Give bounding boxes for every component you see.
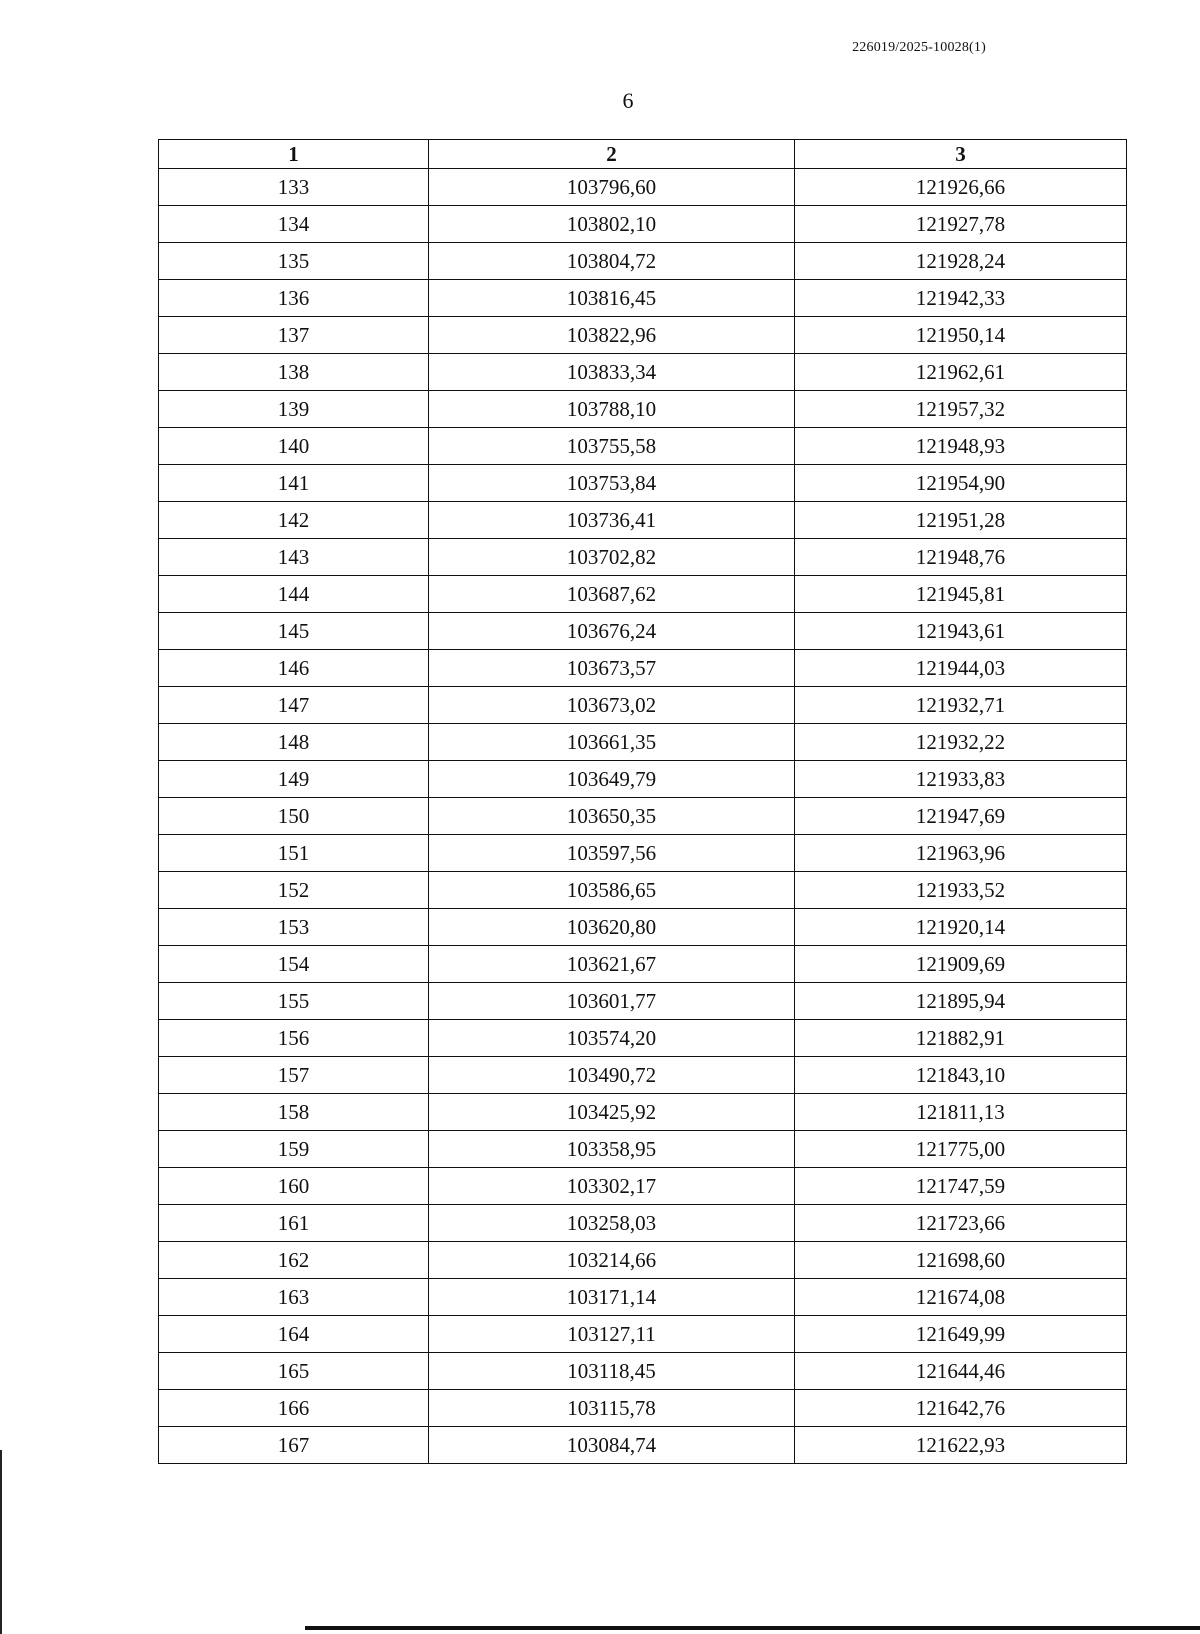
table-row — [159, 1353, 1127, 1390]
point-number-cell: 148 — [159, 724, 429, 761]
table-row — [159, 1242, 1127, 1279]
y-coordinate-cell: 121920,14 — [795, 909, 1127, 946]
table-row — [159, 1020, 1127, 1057]
point-number-cell: 135 — [159, 243, 429, 280]
y-coordinate-cell: 121927,78 — [795, 206, 1127, 243]
x-coordinate-cell: 103649,79 — [429, 761, 795, 798]
x-coordinate-cell: 103753,84 — [429, 465, 795, 502]
y-coordinate-cell: 121943,61 — [795, 613, 1127, 650]
x-coordinate-cell: 103621,67 — [429, 946, 795, 983]
point-number-cell: 147 — [159, 687, 429, 724]
table-row — [159, 1279, 1127, 1316]
point-number-cell: 152 — [159, 872, 429, 909]
y-coordinate-cell: 121932,71 — [795, 687, 1127, 724]
y-coordinate-cell: 121698,60 — [795, 1242, 1127, 1279]
bottom-rule — [305, 1626, 1200, 1630]
point-number-cell: 140 — [159, 428, 429, 465]
page-number: 6 — [622, 88, 634, 113]
table-row — [159, 1094, 1127, 1131]
point-number-cell: 138 — [159, 354, 429, 391]
table-row — [159, 724, 1127, 761]
table-row — [159, 1131, 1127, 1168]
table-row — [159, 835, 1127, 872]
column-header-1: 1 — [159, 140, 429, 169]
table-row — [159, 502, 1127, 539]
y-coordinate-cell: 121957,32 — [795, 391, 1127, 428]
table-row — [159, 798, 1127, 835]
table-row — [159, 1057, 1127, 1094]
table-row — [159, 1390, 1127, 1427]
table-row — [159, 206, 1127, 243]
x-coordinate-cell: 103816,45 — [429, 280, 795, 317]
x-coordinate-cell: 103084,74 — [429, 1427, 795, 1464]
table-body — [159, 169, 1127, 1464]
table-row — [159, 465, 1127, 502]
y-coordinate-cell: 121895,94 — [795, 983, 1127, 1020]
point-number-cell: 167 — [159, 1427, 429, 1464]
point-number-cell: 145 — [159, 613, 429, 650]
x-coordinate-cell: 103822,96 — [429, 317, 795, 354]
table-row — [159, 1168, 1127, 1205]
table-row — [159, 280, 1127, 317]
x-coordinate-cell: 103661,35 — [429, 724, 795, 761]
point-number-cell: 162 — [159, 1242, 429, 1279]
y-coordinate-cell: 121747,59 — [795, 1168, 1127, 1205]
point-number-cell: 161 — [159, 1205, 429, 1242]
y-coordinate-cell: 121642,76 — [795, 1390, 1127, 1427]
x-coordinate-cell: 103214,66 — [429, 1242, 795, 1279]
table-row — [159, 946, 1127, 983]
table-row — [159, 1427, 1127, 1464]
point-number-cell: 142 — [159, 502, 429, 539]
x-coordinate-cell: 103490,72 — [429, 1057, 795, 1094]
column-header-2: 2 — [429, 140, 795, 169]
x-coordinate-cell: 103127,11 — [429, 1316, 795, 1353]
table-header-row — [159, 140, 1127, 169]
point-number-cell: 143 — [159, 539, 429, 576]
y-coordinate-cell: 121622,93 — [795, 1427, 1127, 1464]
scan-margin-line — [0, 1450, 2, 1634]
x-coordinate-cell: 103802,10 — [429, 206, 795, 243]
point-number-cell: 151 — [159, 835, 429, 872]
x-coordinate-cell: 103302,17 — [429, 1168, 795, 1205]
y-coordinate-cell: 121947,69 — [795, 798, 1127, 835]
x-coordinate-cell: 103736,41 — [429, 502, 795, 539]
y-coordinate-cell: 121644,46 — [795, 1353, 1127, 1390]
point-number-cell: 146 — [159, 650, 429, 687]
point-number-cell: 139 — [159, 391, 429, 428]
point-number-cell: 155 — [159, 983, 429, 1020]
coordinates-table — [158, 139, 1127, 1464]
y-coordinate-cell: 121963,96 — [795, 835, 1127, 872]
point-number-cell: 134 — [159, 206, 429, 243]
y-coordinate-cell: 121909,69 — [795, 946, 1127, 983]
table-row — [159, 354, 1127, 391]
table-row — [159, 761, 1127, 798]
y-coordinate-cell: 121950,14 — [795, 317, 1127, 354]
y-coordinate-cell: 121948,93 — [795, 428, 1127, 465]
table-row — [159, 539, 1127, 576]
y-coordinate-cell: 121932,22 — [795, 724, 1127, 761]
column-header-3: 3 — [795, 140, 1127, 169]
point-number-cell: 164 — [159, 1316, 429, 1353]
x-coordinate-cell: 103258,03 — [429, 1205, 795, 1242]
point-number-cell: 156 — [159, 1020, 429, 1057]
point-number-cell: 158 — [159, 1094, 429, 1131]
x-coordinate-cell: 103601,77 — [429, 983, 795, 1020]
y-coordinate-cell: 121944,03 — [795, 650, 1127, 687]
point-number-cell: 163 — [159, 1279, 429, 1316]
y-coordinate-cell: 121811,13 — [795, 1094, 1127, 1131]
point-number-cell: 149 — [159, 761, 429, 798]
x-coordinate-cell: 103673,57 — [429, 650, 795, 687]
point-number-cell: 136 — [159, 280, 429, 317]
point-number-cell: 150 — [159, 798, 429, 835]
y-coordinate-cell: 121649,99 — [795, 1316, 1127, 1353]
point-number-cell: 141 — [159, 465, 429, 502]
x-coordinate-cell: 103118,45 — [429, 1353, 795, 1390]
y-coordinate-cell: 121945,81 — [795, 576, 1127, 613]
table-row — [159, 983, 1127, 1020]
point-number-cell: 166 — [159, 1390, 429, 1427]
x-coordinate-cell: 103796,60 — [429, 169, 795, 206]
point-number-cell: 144 — [159, 576, 429, 613]
y-coordinate-cell: 121674,08 — [795, 1279, 1127, 1316]
x-coordinate-cell: 103788,10 — [429, 391, 795, 428]
table-row — [159, 317, 1127, 354]
point-number-cell: 154 — [159, 946, 429, 983]
x-coordinate-cell: 103115,78 — [429, 1390, 795, 1427]
y-coordinate-cell: 121962,61 — [795, 354, 1127, 391]
y-coordinate-cell: 121942,33 — [795, 280, 1127, 317]
x-coordinate-cell: 103171,14 — [429, 1279, 795, 1316]
table-row — [159, 650, 1127, 687]
y-coordinate-cell: 121926,66 — [795, 169, 1127, 206]
x-coordinate-cell: 103687,62 — [429, 576, 795, 613]
y-coordinate-cell: 121843,10 — [795, 1057, 1127, 1094]
x-coordinate-cell: 103702,82 — [429, 539, 795, 576]
point-number-cell: 159 — [159, 1131, 429, 1168]
x-coordinate-cell: 103673,02 — [429, 687, 795, 724]
y-coordinate-cell: 121954,90 — [795, 465, 1127, 502]
table-row — [159, 169, 1127, 206]
table-row — [159, 1316, 1127, 1353]
table-row — [159, 428, 1127, 465]
y-coordinate-cell: 121775,00 — [795, 1131, 1127, 1168]
x-coordinate-cell: 103804,72 — [429, 243, 795, 280]
y-coordinate-cell: 121723,66 — [795, 1205, 1127, 1242]
x-coordinate-cell: 103620,80 — [429, 909, 795, 946]
x-coordinate-cell: 103586,65 — [429, 872, 795, 909]
table-row — [159, 1205, 1127, 1242]
y-coordinate-cell: 121882,91 — [795, 1020, 1127, 1057]
table-row — [159, 613, 1127, 650]
x-coordinate-cell: 103650,35 — [429, 798, 795, 835]
table-row — [159, 391, 1127, 428]
point-number-cell: 137 — [159, 317, 429, 354]
point-number-cell: 157 — [159, 1057, 429, 1094]
y-coordinate-cell: 121951,28 — [795, 502, 1127, 539]
document-id: 226019/2025-10028(1) — [852, 40, 986, 55]
x-coordinate-cell: 103597,56 — [429, 835, 795, 872]
table-row — [159, 687, 1127, 724]
y-coordinate-cell: 121948,76 — [795, 539, 1127, 576]
point-number-cell: 160 — [159, 1168, 429, 1205]
y-coordinate-cell: 121933,83 — [795, 761, 1127, 798]
y-coordinate-cell: 121933,52 — [795, 872, 1127, 909]
x-coordinate-cell: 103358,95 — [429, 1131, 795, 1168]
point-number-cell: 153 — [159, 909, 429, 946]
table-row — [159, 243, 1127, 280]
y-coordinate-cell: 121928,24 — [795, 243, 1127, 280]
x-coordinate-cell: 103425,92 — [429, 1094, 795, 1131]
table-row — [159, 576, 1127, 613]
point-number-cell: 133 — [159, 169, 429, 206]
table-row — [159, 909, 1127, 946]
x-coordinate-cell: 103755,58 — [429, 428, 795, 465]
x-coordinate-cell: 103676,24 — [429, 613, 795, 650]
point-number-cell: 165 — [159, 1353, 429, 1390]
x-coordinate-cell: 103574,20 — [429, 1020, 795, 1057]
x-coordinate-cell: 103833,34 — [429, 354, 795, 391]
table-row — [159, 872, 1127, 909]
